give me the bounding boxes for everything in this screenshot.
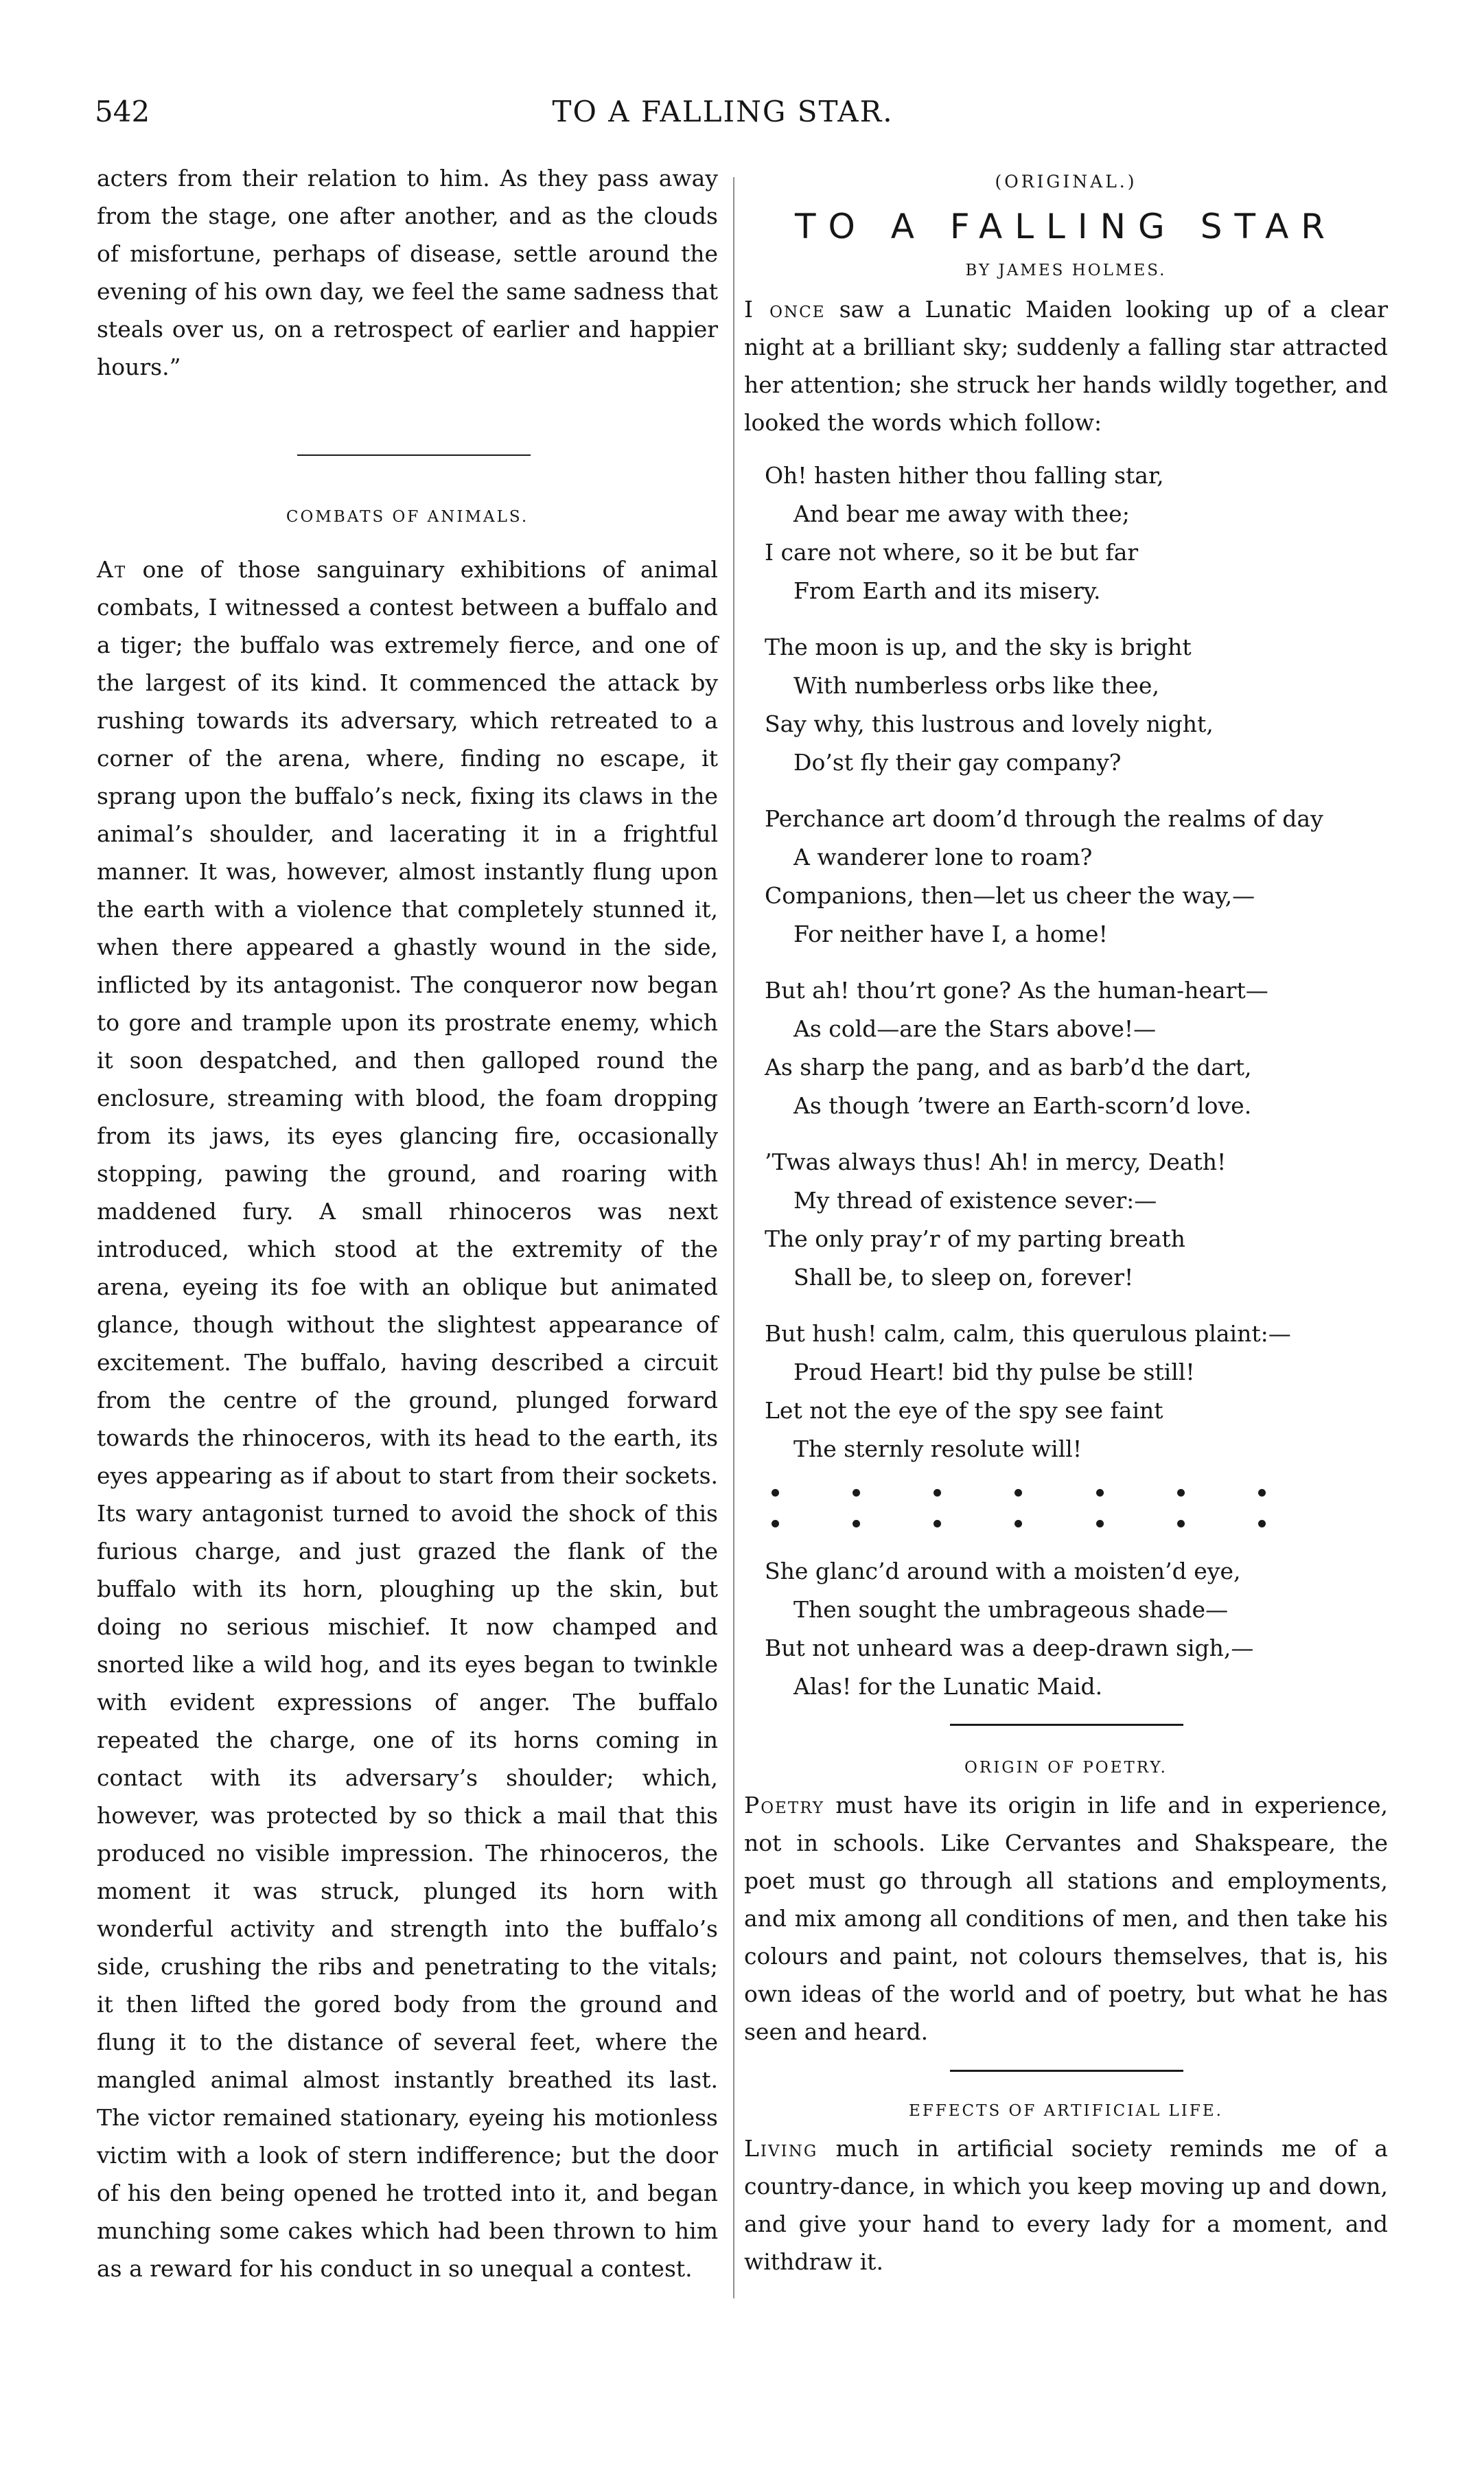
- poem-line: Oh! hasten hither thou falling star,: [765, 462, 1164, 489]
- combats-text: one of those sanguinary exhibitions of animal combats, I witnessed a contest between a buffalo and a tiger; the buffalo was extremely fierce, and one of the largest of its kind. It commenced the attack by rushing towards its adversary, which retreated to a corner of the arena, where, finding no escape, it sprang upon the buffalo’s neck, fixing its claws in the animal’s shoulder, and lacerating it in a frightful manner. It was, however, almost instantly flung upon the earth with a violence that completely stunned it, when there appeared a ghastly wound in the side, inflicted by its antagonist. The conqueror now began to gore and trample upon its prostrate enemy, which it soon despatched, and then galloped round the enclosure, streaming with blood, the foam dropping from its jaws, its eyes glancing fire, occasionally stopping, pawing the ground, and roaring with maddened fury. A small rhinoceros was next introduced, which stood at the extremity of the arena, eyeing its foe with an oblique but animated glance, though without the slightest appearance of excitement. The buffalo, having described a circuit from the centre of the ground, plunged forward towards the rhinoceros, with its head to the earth, its eyes appearing as if about to start from their sockets. Its wary antagonist turned to avoid the shock of this furious charge, and just grazed the flank of the buffalo with its horn, ploughing up the skin, but doing no serious mischief. It now champed and snorted like a wild hog, and its eyes began to twinkle with evident expressions of anger. The buffalo repeated the charge, one of its horns coming in contact with its adversary’s shoulder; which, however, was protected by so thick a mail that this produced no visible impression. The rhinoceros, the moment it was struck, plunged its horn with wonderful activity and strength into the buffalo’s side, crushing the ribs and penetrating to the vitals; it then lifted the gored body from the ground and flung it to the distance of several feet, where the mangled animal almost instantly breathed its last. The victor remained stationary, eyeing his motionless victim with a look of stern indifference; but the door of his den being opened he trotted into it, and began munching some cakes which had been thrown to him as a reward for his conduct in so unequal a contest.: [97, 556, 718, 2282]
- poem-line: As though ’twere an Earth-scorn’d love.: [793, 1092, 1252, 1119]
- effects-paragraph: [744, 2129, 1388, 2281]
- poem-line: For neither have I, a home!: [793, 921, 1108, 947]
- poem-line: As cold—are the Stars above!—: [793, 1015, 1157, 1042]
- intro-lead-words: I once: [744, 296, 826, 323]
- intro-text: saw a Lunatic Maiden looking up of a clear night at a brilliant sky; suddenly a falling star attracted her attention; she struck her hands wildly together, and looked the words which follow:: [744, 296, 1388, 436]
- dot: [934, 1489, 941, 1497]
- poem-line: A wanderer lone to roam?: [793, 844, 1093, 870]
- poem-line: ’Twas always thus! Ah! in mercy, Death!: [765, 1149, 1227, 1175]
- stanza: [765, 1143, 1388, 1297]
- ornament-dots-row: [772, 1489, 1266, 1497]
- poem-line: But not unheard was a deep-drawn sigh,—: [765, 1635, 1254, 1661]
- origin-heading: ORIGIN OF POETRY.: [964, 1759, 1168, 1777]
- poem-line: From Earth and its misery.: [793, 577, 1101, 604]
- poem-intro: [744, 290, 1388, 441]
- poem-line: The only pray’r of my parting breath: [765, 1225, 1185, 1252]
- combats-lead-word: At: [97, 556, 127, 583]
- dot: [772, 1489, 779, 1497]
- dot: [1258, 1520, 1266, 1527]
- poem-line: Companions, then—let us cheer the way,—: [765, 882, 1255, 909]
- poem-line: Do’st fly their gay company?: [793, 749, 1122, 776]
- dot: [1096, 1489, 1104, 1497]
- stanza: [765, 457, 1388, 610]
- poem-line: Say why, this lustrous and lovely night,: [765, 711, 1214, 737]
- poem-line: Alas! for the Lunatic Maid.: [793, 1673, 1103, 1700]
- dot: [772, 1520, 779, 1527]
- origin-paragraph: [744, 1786, 1388, 2051]
- section-rule: [950, 2070, 1183, 2072]
- poem-line: Proud Heart! bid thy pulse be still!: [793, 1359, 1195, 1385]
- poem-line: As sharp the pang, and as barb’d the dart,: [765, 1054, 1252, 1081]
- page-header: [95, 88, 1351, 143]
- poem-line: Then sought the umbrageous shade—: [793, 1596, 1229, 1623]
- poem-line: The sternly resolute will!: [793, 1435, 1082, 1462]
- effects-lead-word: Living: [744, 2135, 818, 2162]
- combats-paragraph: [97, 551, 718, 2287]
- combats-heading: COMBATS OF ANIMALS.: [286, 508, 529, 526]
- stanza: [765, 971, 1388, 1125]
- effects-text: much in artificial society reminds me of a country-dance, in which you keep moving up and down, and give your hand to every lady for a moment, and withdraw it.: [744, 2135, 1388, 2275]
- section-rule: [297, 454, 531, 456]
- poem-line: My thread of existence sever:—: [793, 1187, 1157, 1214]
- poem-line: And bear me away with thee;: [793, 500, 1130, 527]
- page-number: 542: [95, 95, 150, 128]
- poem: [744, 457, 1388, 1706]
- left-column: [97, 159, 718, 2287]
- continued-paragraph: acters from their relation to him. As they pass away from the stage, one after another, and as the clouds of misfortune, perhaps of disease, settle around the evening of his own day, we feel the same sadness that steals over us, on a retrospect of earlier and happier hours.”: [97, 165, 718, 380]
- poem-line: But ah! thou’rt gone? As the human-heart—: [765, 977, 1268, 1004]
- origin-lead-word: Poetry: [744, 1792, 824, 1819]
- ornament-dots-row: [772, 1520, 1266, 1527]
- dot: [934, 1520, 941, 1527]
- poem-line: The moon is up, and the sky is bright: [765, 634, 1192, 660]
- dot: [1015, 1520, 1022, 1527]
- dot: [853, 1489, 860, 1497]
- poem-line: She glanc’d around with a moisten’d eye,: [765, 1558, 1241, 1584]
- dot: [1015, 1489, 1022, 1497]
- stanza: [765, 628, 1388, 782]
- poem-line: Let not the eye of the spy see faint: [765, 1397, 1163, 1424]
- stanza: [765, 1315, 1388, 1468]
- column-divider: [733, 177, 734, 2298]
- section-rule: [950, 1724, 1183, 1726]
- dot: [1177, 1520, 1185, 1527]
- poem-title: TO A FALLING STAR: [794, 207, 1338, 246]
- dot: [1096, 1520, 1104, 1527]
- dot: [1177, 1489, 1185, 1497]
- dot: [1258, 1489, 1266, 1497]
- poem-byline: BY JAMES HOLMES.: [965, 262, 1167, 279]
- poem-line: But hush! calm, calm, this querulous plaint:—: [765, 1320, 1291, 1347]
- original-tag: (ORIGINAL.): [995, 172, 1137, 192]
- poem-line: Perchance art doom’d through the realms of day: [765, 805, 1323, 832]
- stanza: [765, 800, 1388, 954]
- poem-line: I care not where, so it be but far: [765, 539, 1139, 566]
- poem-line: Shall be, to sleep on, forever!: [793, 1264, 1134, 1291]
- dot: [853, 1520, 860, 1527]
- right-column: [744, 159, 1388, 2281]
- stanza: [765, 1552, 1388, 1706]
- running-title: TO A FALLING STAR.: [552, 95, 894, 128]
- effects-heading: EFFECTS OF ARTIFICIAL LIFE.: [909, 2102, 1223, 2120]
- poem-line: With numberless orbs like thee,: [793, 672, 1159, 699]
- origin-text: must have its origin in life and in experience, not in schools. Like Cervantes and Shakspeare, the poet must go through all stations and employments, and mix among all conditions of men, and then take his colours and paint, not colours themselves, that is, his own ideas of the world and of poetry, but what he has seen and heard.: [744, 1792, 1388, 2045]
